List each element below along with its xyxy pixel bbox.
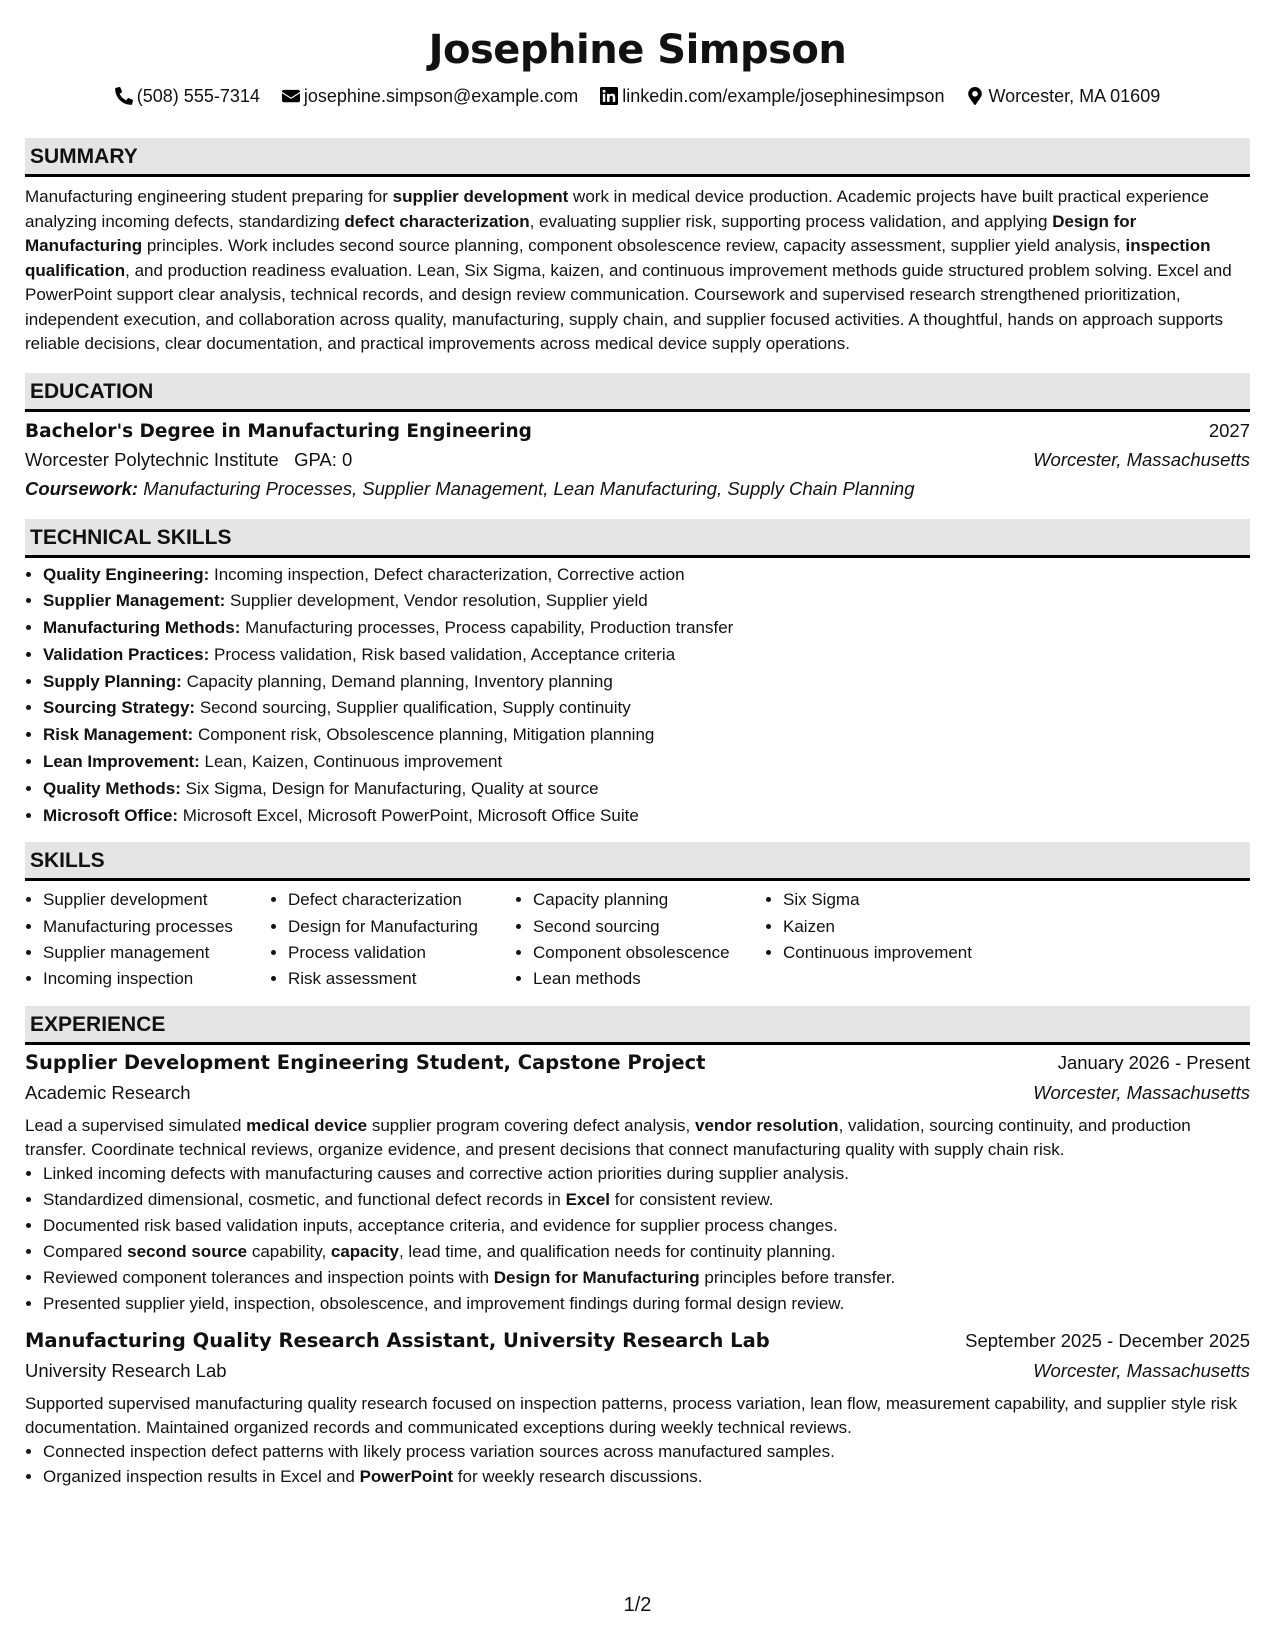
skill-category: Manufacturing Methods: [43,618,241,638]
skill-item: • Defect characterization [288,887,515,913]
job-bullet [43,1464,1250,1489]
skill-values: Component risk, Obsolescence planning, Mitigation planning [197,725,655,745]
summary-heading: SUMMARY [25,138,1250,177]
text-run: Reviewed component tolerances and inspection points with [43,1268,494,1288]
contact-linkedin[interactable] [600,86,944,107]
text-run: Supported supervised manufacturing quality research focused on inspection patterns, process variation, lean flow, measurement capability, and supplier style risk documentation. Maintained organized records and communicated exceptions during weekly technical reviews. [25,1394,1238,1437]
email-text: josephine.simpson@example.com [303,85,579,106]
graduation-year: 2027 [1208,419,1250,441]
text-run: , and production readiness evaluation. Lean, Six Sigma, kaizen, and continuous improvement methods guide structured problem solving. Excel and PowerPoint support clear analysis, technical records, and design review communication. Coursework and supervised research strengthened prioritization, independent execution, and collaboration across quality, manufacturing, supply chain, and supplier focused activities. A thoughtful, hands on approach supports reliable decisions, clear documentation, and practical improvements across medical device supply operations. [25,260,1232,353]
job-title: Supplier Development Engineering Student, Capstone Project [25,1051,706,1075]
job-bullets [25,1161,1250,1317]
text-run: , lead time, and qualification needs for continuity planning. [398,1242,836,1262]
envelope-icon [282,87,300,105]
skill-item: • Design for Manufacturing [288,914,515,940]
text-run: Manufacturing engineering student preparing for [25,187,393,206]
school-name: Worcester Polytechnic Institute [25,448,279,470]
technical-skill-item [43,588,1250,615]
technical-skill-item [43,695,1250,722]
summary-text [25,185,1250,357]
job-dates: September 2025 - December 2025 [965,1330,1250,1352]
skills-column [515,887,765,992]
gpa: GPA: 0 [294,448,353,470]
text-run: principles. Work includes second source planning, component obsolescence review, capacity assessment, supplier yield analysis, [142,236,1126,255]
text-run: , validation, sourcing continuity, and production transfer. Coordinate technical reviews, organize evidence, and present decisions that connect manufacturing quality with supply chain risk. [25,1116,1191,1159]
bold-phrase: defect characterization [344,211,530,231]
skill-category: Sourcing Strategy: [43,698,196,718]
text-run: Lead a supervised simulated [25,1116,247,1136]
skill-item: • Kaizen [783,914,1015,940]
skill-category: Validation Practices: [43,644,210,664]
job-bullets [25,1439,1250,1489]
skill-item: • Six Sigma [783,887,1015,913]
page-number: 1/2 [623,1594,652,1616]
contact-email[interactable] [282,86,578,107]
job-bullet [43,1265,1250,1291]
job-dates: January 2026 - Present [1057,1052,1250,1074]
skill-category: Microsoft Office: [43,805,179,825]
job-bullet [43,1161,1250,1187]
job-bullet [43,1291,1250,1317]
skills-heading: SKILLS [25,842,1250,881]
skill-category: Supply Planning: [43,671,182,691]
bold-phrase: inspection qualification [25,236,1211,280]
skill-item: • Risk assessment [288,966,515,992]
text-run: Presented supplier yield, inspection, obsolescence, and improvement findings during formal design review. [43,1294,845,1314]
linkedin-text: linkedin.com/example/josephinesimpson [622,85,945,106]
skill-category: Risk Management: [43,725,194,745]
text-run: principles before transfer. [699,1268,896,1288]
job-bullet [43,1187,1250,1213]
bold-phrase: supplier development [392,187,569,206]
contact-phone[interactable] [115,86,260,107]
technical-skill-item [43,669,1250,696]
technical-skill-item [43,615,1250,642]
technical-skills-list [25,562,1250,830]
map-pin-icon [966,87,984,105]
text-run: Standardized dimensional, cosmetic, and functional defect records in [43,1190,566,1210]
skill-values: Manufacturing processes, Process capability, Production transfer [245,618,734,638]
technical-skill-item [43,776,1250,803]
technical-skill-item [43,722,1250,749]
skill-item: • Process validation [288,940,515,966]
skills-grid [25,887,1250,992]
job-summary [25,1114,1250,1161]
skill-item: • Lean methods [533,966,765,992]
job-entry [25,1329,1250,1489]
candidate-name: Josephine Simpson [428,27,847,73]
text-run: Organized inspection results in Excel and [43,1467,360,1487]
text-run: Linked incoming defects with manufacturing causes and corrective action priorities during supplier analysis. [43,1164,850,1184]
phone-icon [115,87,133,105]
skill-values: Lean, Kaizen, Continuous improvement [204,752,503,772]
skill-values: Microsoft Excel, Microsoft PowerPoint, Microsoft Office Suite [182,805,639,825]
skill-values: Capacity planning, Demand planning, Inventory planning [186,671,613,691]
text-run: supplier program covering defect analysis, [367,1116,695,1136]
job-bullet [43,1439,1250,1464]
job-summary [25,1392,1250,1439]
skill-category: Lean Improvement: [43,752,200,772]
skill-item: • Supplier development [43,887,270,913]
coursework-line [25,478,1250,507]
job-bullet [43,1213,1250,1239]
school-line [25,449,352,471]
job-location: Worcester, Massachusetts [1033,1082,1250,1104]
job-title: Manufacturing Quality Research Assistant, University Research Lab [25,1329,770,1353]
bold-phrase: second source [127,1242,248,1262]
skill-item: • Second sourcing [533,914,765,940]
degree-title: Bachelor's Degree in Manufacturing Engineering [25,420,532,442]
skill-item: • Continuous improvement [783,940,1015,966]
contact-bar [25,82,1250,110]
text-run: Connected inspection defect patterns with likely process variation sources across manufactured samples. [43,1442,835,1462]
text-run: Documented risk based validation inputs, acceptance criteria, and evidence for supplier process changes. [43,1216,838,1236]
skill-values: Supplier development, Vendor resolution, Supplier yield [230,591,648,611]
text-run: work in medical device production. Academic projects have built practical experience analyzing incoming defects, standardizing [25,187,1209,231]
technical-skill-item [43,803,1250,830]
skill-category: Quality Engineering: [43,564,210,584]
bold-phrase: Excel [565,1190,611,1210]
text-run: for weekly research discussions. [453,1467,703,1487]
text-run: capability, [247,1242,331,1262]
skill-category: Quality Methods: [43,778,181,798]
technical-skills-heading: TECHNICAL SKILLS [25,519,1250,558]
coursework-list: Manufacturing Processes, Supplier Management, Lean Manufacturing, Supply Chain Planning [143,477,915,499]
experience-heading: EXPERIENCE [25,1006,1250,1045]
linkedin-icon [600,87,618,105]
skill-values: Second sourcing, Supplier qualification, Supply continuity [199,698,631,718]
contact-location [966,86,1160,107]
technical-skill-item [43,749,1250,776]
text-run: Compared [43,1242,128,1262]
skill-item: • Manufacturing processes [43,914,270,940]
bold-phrase: medical device [246,1116,368,1136]
phone-text: (508) 555-7314 [136,85,260,106]
job-organization: University Research Lab [25,1360,227,1382]
job-entry [25,1051,1250,1317]
bold-phrase: Design for Manufacturing [25,211,1137,255]
text-run: , evaluating supplier risk, supporting process validation, and applying [529,211,1053,231]
education-heading: EDUCATION [25,373,1250,412]
bold-phrase: capacity [330,1242,399,1262]
skill-values: Process validation, Risk based validation, Acceptance criteria [214,644,676,664]
bold-phrase: PowerPoint [359,1467,454,1487]
skill-values: Incoming inspection, Defect characterization, Corrective action [213,564,685,584]
technical-skill-item [43,562,1250,589]
job-organization: Academic Research [25,1082,191,1104]
job-bullet [43,1239,1250,1265]
skills-column [25,887,270,992]
job-location: Worcester, Massachusetts [1033,1360,1250,1382]
skills-column [270,887,515,992]
technical-skill-item [43,642,1250,669]
skill-values: Six Sigma, Design for Manufacturing, Quality at source [185,778,599,798]
skill-item: • Supplier management [43,940,270,966]
bold-phrase: Design for Manufacturing [493,1268,700,1288]
skill-item: • Component obsolescence [533,940,765,966]
skills-column [765,887,1015,992]
school-location: Worcester, Massachusetts [1033,448,1250,470]
education-entry [25,420,1250,507]
bold-phrase: vendor resolution [695,1116,839,1136]
experience-list [25,1051,1250,1489]
text-run: for consistent review. [610,1190,774,1210]
skill-item: • Incoming inspection [43,966,270,992]
resume-page [25,0,1250,1489]
skill-category: Supplier Management: [43,591,226,611]
coursework-label: Coursework: [25,477,139,499]
location-text: Worcester, MA 01609 [988,85,1161,106]
skill-item: • Capacity planning [533,887,765,913]
